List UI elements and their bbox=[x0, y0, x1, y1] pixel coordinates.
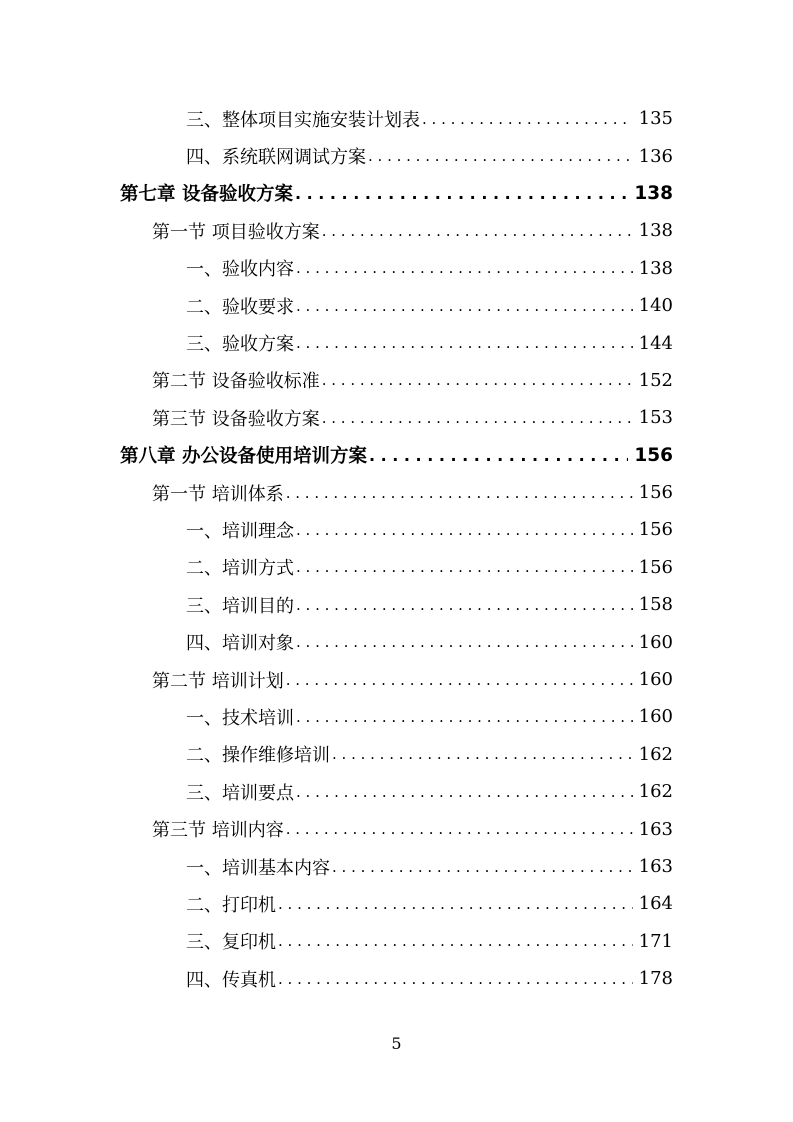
toc-entry-item[interactable] bbox=[0, 960, 793, 997]
toc-entry-section[interactable] bbox=[0, 212, 793, 249]
toc-entry-title: 三、验收方案 bbox=[186, 334, 294, 356]
toc-entry-page: 160 bbox=[638, 631, 673, 653]
toc-entry-item[interactable] bbox=[0, 100, 793, 137]
toc-dot-leader bbox=[286, 484, 633, 502]
toc-entry-page: 162 bbox=[638, 743, 673, 765]
toc-entry-title: 一、培训基本内容 bbox=[186, 857, 330, 879]
toc-entry-item[interactable] bbox=[0, 549, 793, 586]
toc-dot-leader bbox=[286, 820, 633, 838]
toc-dot-leader bbox=[422, 110, 633, 128]
toc-entry-page: 164 bbox=[638, 893, 673, 915]
toc-dot-leader bbox=[296, 297, 633, 315]
toc-dot-leader bbox=[296, 633, 633, 651]
toc-entry-title: 第一节 培训体系 bbox=[152, 483, 284, 505]
toc-entry-item[interactable] bbox=[0, 511, 793, 548]
toc-entry-section[interactable] bbox=[0, 810, 793, 847]
toc-entry-item[interactable] bbox=[0, 736, 793, 773]
toc-entry-page: 156 bbox=[634, 444, 673, 466]
toc-entry-item[interactable] bbox=[0, 885, 793, 922]
toc-entry-title: 三、培训要点 bbox=[186, 782, 294, 804]
toc-entry-title: 一、技术培训 bbox=[186, 707, 294, 729]
toc-entry-chapter[interactable] bbox=[0, 175, 793, 212]
toc-entry-page: 158 bbox=[638, 594, 673, 616]
toc-entry-title: 三、复印机 bbox=[186, 932, 276, 954]
toc-dot-leader bbox=[368, 147, 633, 165]
toc-entry-title: 二、验收要求 bbox=[186, 296, 294, 318]
toc-entry-page: 152 bbox=[638, 369, 673, 391]
toc-entry-page: 160 bbox=[638, 669, 673, 691]
toc-entry-title: 四、培训对象 bbox=[186, 633, 294, 655]
toc-entry-page: 153 bbox=[638, 407, 673, 429]
toc-entry-section[interactable] bbox=[0, 661, 793, 698]
toc-entry-item[interactable] bbox=[0, 137, 793, 174]
toc-entry-title: 三、整体项目实施安装计划表 bbox=[186, 109, 420, 131]
toc-entry-page: 163 bbox=[638, 818, 673, 840]
toc-entry-item[interactable] bbox=[0, 324, 793, 361]
toc-entry-section[interactable] bbox=[0, 399, 793, 436]
toc-entry-item[interactable] bbox=[0, 848, 793, 885]
toc-entry-page: 156 bbox=[638, 556, 673, 578]
toc-entry-title: 第二节 设备验收标准 bbox=[152, 371, 320, 393]
toc-dot-leader bbox=[369, 446, 628, 465]
toc-entry-chapter[interactable] bbox=[0, 437, 793, 474]
toc-entry-page: 144 bbox=[638, 332, 673, 354]
toc-entry-item[interactable] bbox=[0, 923, 793, 960]
toc-entry-item[interactable] bbox=[0, 250, 793, 287]
toc-entry-page: 171 bbox=[638, 930, 673, 952]
table-of-contents bbox=[0, 100, 793, 997]
toc-entry-page: 138 bbox=[634, 182, 673, 204]
toc-entry-page: 178 bbox=[638, 968, 673, 990]
toc-dot-leader bbox=[322, 371, 633, 389]
toc-entry-page: 138 bbox=[638, 220, 673, 242]
toc-entry-title: 第一节 项目验收方案 bbox=[152, 221, 320, 243]
toc-dot-leader bbox=[322, 409, 633, 427]
toc-entry-section[interactable] bbox=[0, 362, 793, 399]
toc-entry-title: 一、验收内容 bbox=[186, 259, 294, 281]
toc-entry-page: 156 bbox=[638, 482, 673, 504]
toc-entry-page: 136 bbox=[638, 145, 673, 167]
toc-entry-item[interactable] bbox=[0, 623, 793, 660]
toc-dot-leader bbox=[296, 259, 633, 277]
toc-entry-page: 156 bbox=[638, 519, 673, 541]
toc-entry-title: 三、培训目的 bbox=[186, 595, 294, 617]
toc-entry-item[interactable] bbox=[0, 773, 793, 810]
toc-entry-title: 第三节 设备验收方案 bbox=[152, 408, 320, 430]
toc-dot-leader bbox=[296, 708, 633, 726]
toc-entry-title: 二、操作维修培训 bbox=[186, 745, 330, 767]
toc-dot-leader bbox=[332, 745, 633, 763]
toc-entry-title: 第三节 培训内容 bbox=[152, 820, 284, 842]
toc-dot-leader bbox=[286, 671, 633, 689]
toc-dot-leader bbox=[295, 184, 628, 203]
toc-dot-leader bbox=[296, 596, 633, 614]
toc-dot-leader bbox=[296, 558, 633, 576]
toc-entry-title: 第二节 培训计划 bbox=[152, 670, 284, 692]
toc-entry-page: 135 bbox=[638, 108, 673, 130]
toc-dot-leader bbox=[278, 932, 633, 950]
toc-entry-title: 四、系统联网调试方案 bbox=[186, 147, 366, 169]
toc-entry-page: 138 bbox=[638, 257, 673, 279]
toc-entry-title: 第七章 设备验收方案 bbox=[120, 184, 293, 206]
toc-dot-leader bbox=[332, 858, 633, 876]
toc-dot-leader bbox=[296, 521, 633, 539]
toc-entry-page: 162 bbox=[638, 781, 673, 803]
toc-dot-leader bbox=[278, 970, 633, 988]
toc-entry-item[interactable] bbox=[0, 698, 793, 735]
toc-entry-page: 163 bbox=[638, 856, 673, 877]
toc-entry-page: 160 bbox=[638, 706, 673, 728]
toc-dot-leader bbox=[296, 334, 633, 352]
page-number: 5 bbox=[391, 1034, 402, 1053]
toc-entry-title: 一、培训理念 bbox=[186, 520, 294, 542]
toc-entry-item[interactable] bbox=[0, 287, 793, 324]
toc-entry-title: 四、传真机 bbox=[186, 969, 276, 991]
toc-entry-item[interactable] bbox=[0, 586, 793, 623]
toc-dot-leader bbox=[296, 783, 633, 801]
toc-dot-leader bbox=[278, 895, 633, 913]
toc-entry-title: 第八章 办公设备使用培训方案 bbox=[120, 446, 367, 468]
toc-entry-title: 二、培训方式 bbox=[186, 558, 294, 580]
toc-entry-section[interactable] bbox=[0, 474, 793, 511]
toc-entry-page: 140 bbox=[638, 295, 673, 317]
toc-dot-leader bbox=[322, 222, 633, 240]
toc-entry-title: 二、打印机 bbox=[186, 894, 276, 916]
